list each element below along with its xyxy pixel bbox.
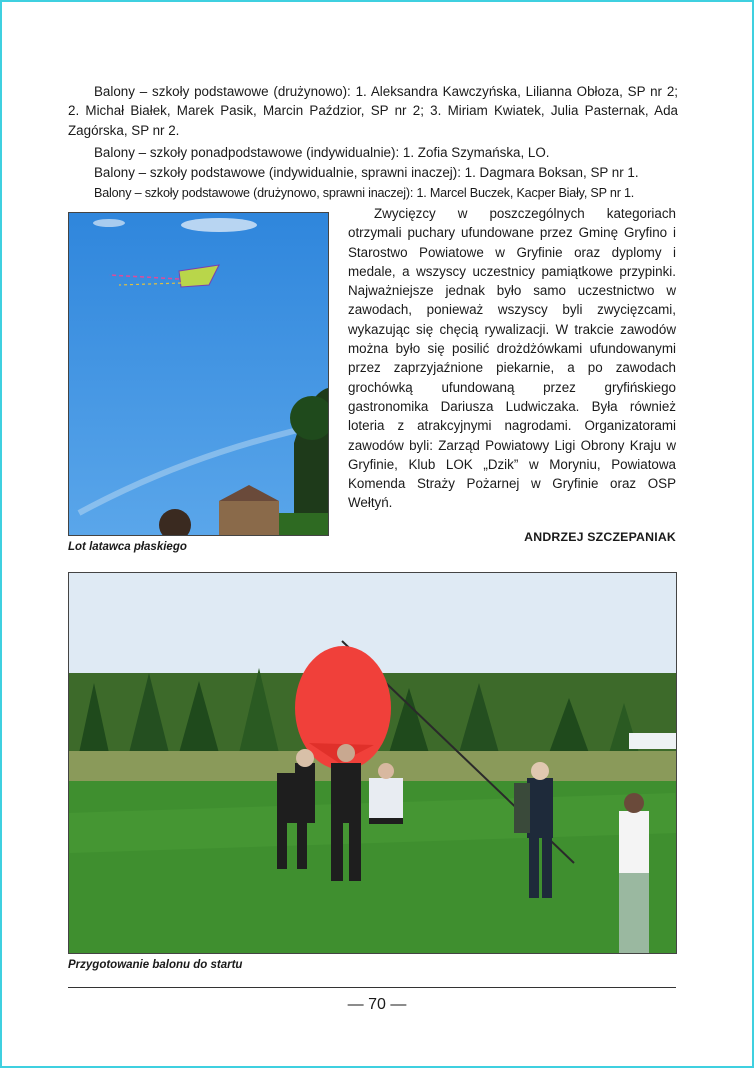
kite-photo (68, 212, 329, 536)
paragraph-team-primary: Balony – szkoły podstawowe (drużynowo): 1. Aleksandra Kawczyńska, Lilianna Obłoza, SP nr 2; 2. Michał Białek, Marek Pasik, Marcin Paździor, SP nr 2; 3. Miriam Kwiatek, Julia Pasternak, Ada Zagórska, SP nr 2. (68, 84, 678, 138)
paragraph-primary-team-special: Balony – szkoły podstawowe (drużynowo, sprawni inaczej): 1. Marcel Buczek, Kacper Biały, SP nr 1. (94, 186, 635, 200)
footer-rule (68, 987, 676, 988)
paragraph-primary-individual-special: Balony – szkoły podstawowe (indywidualnie, sprawni inaczej): 1. Dagmara Boksan, SP nr 1. (94, 165, 639, 180)
balloon-photo (68, 572, 677, 954)
paragraph-winners: Zwycięzcy w poszczególnych kategoriach otrzymali puchary ufundowane przez Gminę Gryfino i Starostwo Powiatowe w Gryfinie oraz dyplomy i medale, a wszyscy uczestnicy pamiątkowe przypinki. Najważniejsze jednak było samo uczestnictwo w zawodach, ponieważ wszyscy byli zwycięzcami, wykazując się chęcią rywalizacji. W trakcie zawodów można było się posilić drożdżówkami ufundowanymi przez zaprzyjaźnione piekarnie, a po zawodach grochówką ufundowaną przez gryfińskiego gastronomika Dariusza Ludwiczaka. Była również loteria z atrakcyjnymi nagrodami. Organizatorami zawodów byli: Zarząd Powiatowy Ligi Obrony Kraju w Gryfinie, Klub LOK „Dzik” w Moryniu, Powiatowa Komenda Straży Pożarnej w Gryfinie oraz OSP Wełtyń. (348, 206, 676, 511)
paragraph-secondary-individual: Balony – szkoły ponadpodstawowe (indywidualnie): 1. Zofia Szymańska, LO. (94, 145, 550, 160)
page-number: — 70 — (347, 996, 407, 1013)
kite-photo-image (69, 213, 328, 535)
kite-caption: Lot latawca płaskiego (68, 541, 187, 553)
balloon-photo-image (69, 573, 676, 953)
balloon-caption: Przygotowanie balonu do startu (68, 959, 243, 971)
author: ANDRZEJ SZCZEPANIAK (524, 530, 676, 544)
